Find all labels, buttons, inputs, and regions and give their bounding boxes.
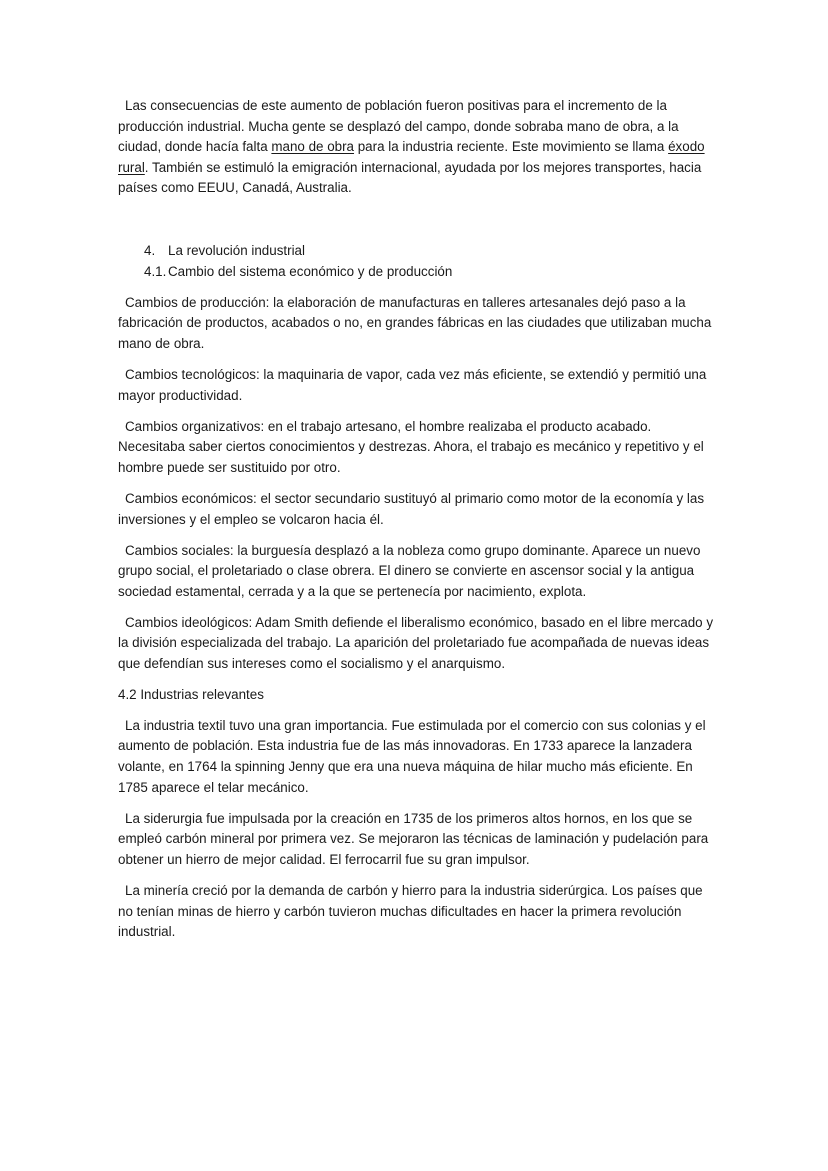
spacer: [118, 209, 718, 241]
paragraph-siderurgia: La siderurgia fue impulsada por la creación en 1735 de los primeros altos hornos, en los que se empleó carbón mineral por primera vez. Se mejoraron las técnicas de laminación y pudelación para obtener un hierro de mejor calidad. El ferrocarril fue su gran impulsor.: [118, 810, 709, 867]
paragraph-cambios-economicos: Cambios económicos: el sector secundario sustituyó al primario como motor de la economía y las inversiones y el empleo se volcaron hacia él.: [118, 490, 705, 527]
heading-title: Cambio del sistema económico y de producción: [168, 264, 453, 280]
document-page: [118, 96, 718, 953]
heading-section-4-2: 4.2 Industrias relevantes: [118, 687, 264, 703]
heading-number: 4.1.: [144, 264, 167, 280]
intro-underline-exodo-rural: éxodo rural: [118, 139, 705, 175]
paragraph-cambios-ideologicos: Cambios ideológicos: Adam Smith defiende el liberalismo económico, basado en el libre mercado y la división especializada del trabajo. La aparición del proletariado fue acompañada de nuevas ideas que defendían sus intereses como el socialismo y el anarquismo.: [118, 614, 714, 672]
paragraph-cambios-produccion: Cambios de producción: la elaboración de manufacturas en talleres artesanales dejó paso a la fabricación de productos, acabados o no, en grandes fábricas en las ciudades que utilizaban mucha mano de obra.: [118, 294, 712, 351]
heading-title: La revolución industrial: [168, 243, 305, 259]
paragraph-cambios-sociales: Cambios sociales: la burguesía desplazó a la nobleza como grupo dominante. Aparece un nuevo grupo social, el proletariado o clase obrera. El dinero se convierte en ascensor social y la antigua sociedad estamental, cerrada y a la que se pertenecía por nacimiento, explota.: [118, 542, 701, 599]
paragraph-cambios-tecnologicos: Cambios tecnológicos: la maquinaria de vapor, cada vez más eficiente, se extendió y permitió una mayor productividad.: [118, 366, 707, 403]
heading-number: 4.: [144, 243, 156, 259]
paragraph-cambios-organizativos: Cambios organizativos: en el trabajo artesano, el hombre realizaba el producto acabado. Necesitaba saber ciertos conocimientos y destrezas. Ahora, el trabajo es mecánico y repetitivo y el hombre puede ser sustituido por otro.: [118, 418, 704, 475]
intro-paragraph: [118, 96, 718, 199]
paragraph-industria-textil: La industria textil tuvo una gran importancia. Fue estimulada por el comercio con sus colonias y el aumento de población. Esta industria fue de las más innovadoras. En 1733 aparece la lanzadera volante, en 1764 la spinning Jenny que era una nueva máquina de hilar mucho más eficiente. En 1785 aparece el telar mecánico.: [118, 717, 706, 795]
intro-text-3: . También se estimuló la emigración internacional, ayudada por los mejores transportes, hacia países como EEUU, Canadá, Australia.: [118, 159, 702, 196]
intro-underline-mano-de-obra: mano de obra: [271, 139, 355, 155]
heading-section-4: [118, 241, 718, 262]
intro-text-1: Las consecuencias de este aumento de población fueron positivas para el incremento de la producción industrial. Mucha gente se desplazó del campo, donde sobraba mano de obra, a la ciudad, donde hacía falta: [118, 98, 679, 155]
paragraph-mineria: La minería creció por la demanda de carbón y hierro para la industria siderúrgica. Los países que no tenían minas de hierro y carbón tuvieron muchas dificultades en hacer la primera revolución industrial.: [118, 882, 703, 940]
heading-section-4-1: [118, 262, 718, 283]
section-heading-list: [118, 241, 718, 282]
intro-text-2: para la industria reciente. Este movimiento se llama: [354, 139, 669, 155]
